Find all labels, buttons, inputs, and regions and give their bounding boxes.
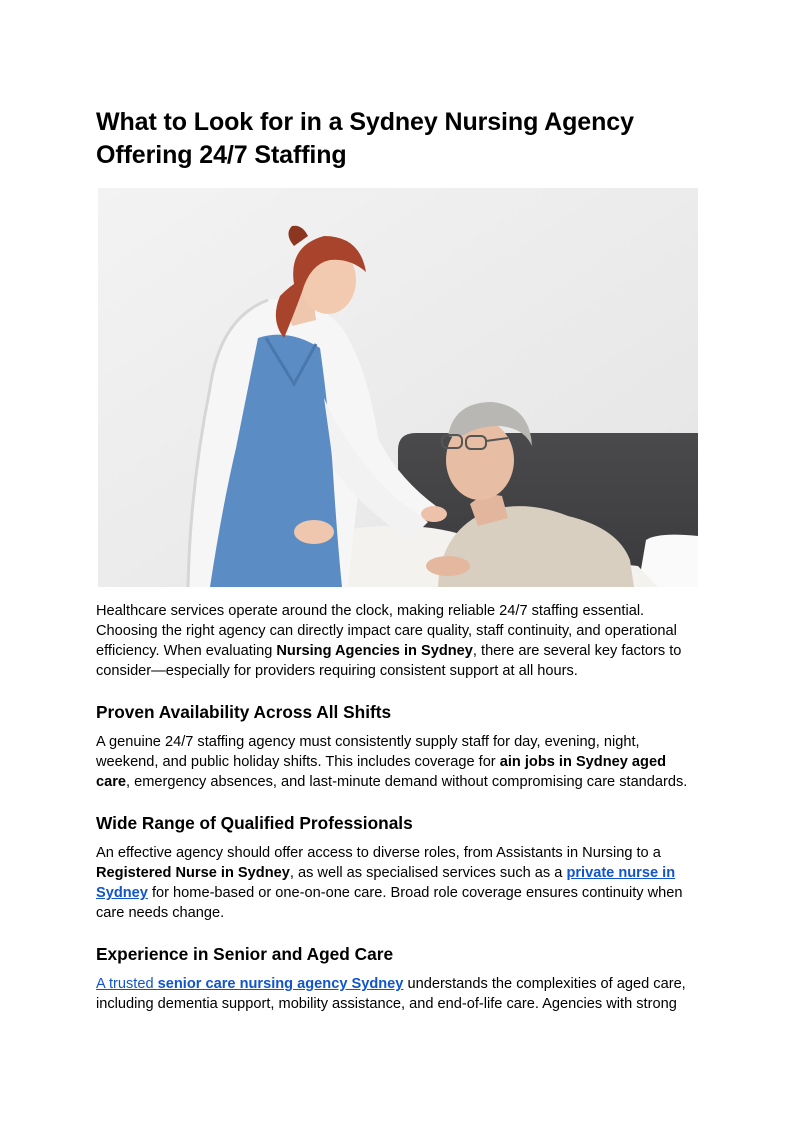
section-paragraph-availability [96, 732, 700, 792]
section-heading-professionals: Wide Range of Qualified Professionals [96, 813, 413, 833]
private-nurse-link-label: private nurse in Sydney [96, 865, 676, 901]
article [96, 106, 700, 1014]
nurse-with-elderly-patient-photo [98, 188, 698, 587]
senior-care-agency-link[interactable] [96, 976, 403, 992]
senior-care-link-prefix: A trusted [96, 976, 158, 992]
section-heading-senior-care: Experience in Senior and Aged Care [96, 944, 394, 964]
paragraph-text: A genuine 24/7 staffing agency must consistently supply staff for day, evening, night, weekend, and public holiday shifts. This includes coverage for [96, 734, 640, 770]
title-line-1: What to Look for in a Sydney Nursing Agency [96, 108, 634, 136]
bold-term: ain jobs in Sydney aged care [96, 754, 666, 790]
intro-text: Healthcare services operate around the clock, making reliable 24/7 staffing essential. Choosing the right agency can directly impact care quality, staff continuity, and operational efficiency. When evaluating [96, 603, 677, 659]
paragraph-text-end: , emergency absences, and last-minute demand without compromising care standards. [126, 774, 688, 790]
senior-care-link-label: senior care nursing agency Sydney [157, 976, 404, 992]
intro-bold-term: Nursing Agencies in Sydney [276, 643, 473, 659]
article-title [96, 106, 700, 172]
paragraph-text-end: for home-based or one-on-one care. Broad role coverage ensures continuity when care needs change. [96, 885, 683, 921]
section-paragraph-senior-care [96, 974, 700, 1014]
paragraph-text-end: understands the complexities of aged care, including dementia support, mobility assistance, and end-of-life care. Agencies with strong [96, 976, 686, 1012]
title-line-2: Offering 24/7 Staffing [96, 141, 347, 169]
paragraph-text-mid: , as well as specialised services such as a [289, 865, 567, 881]
bold-term: Registered Nurse in Sydney [96, 865, 290, 881]
paragraph-text: An effective agency should offer access to diverse roles, from Assistants in Nursing to a [96, 845, 661, 861]
section-paragraph-professionals [96, 843, 700, 923]
intro-paragraph [96, 601, 700, 681]
intro-text-end: , there are several key factors to consider—especially for providers requiring consistent support at all hours. [96, 643, 682, 679]
section-heading-availability: Proven Availability Across All Shifts [96, 702, 392, 722]
